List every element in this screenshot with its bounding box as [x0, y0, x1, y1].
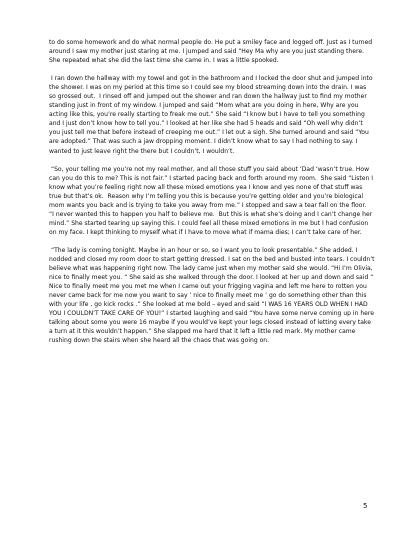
- document-body: [49, 38, 375, 354]
- paragraph-2: I ran down the hallway with my towel and got in the bathroom and I locked the door shut and jumped into the shower. I was on my period at this time so I could see my blood streaming down into the drain. I was so grossed out. I rinsed off and jumped out the shower and ran down the hallway just to find my mother standing just in front of my window. I jumped and said “Mom what are you doing in here, Why are you acting like this, you’re really starting to freak me out.” She said “I know but I have to tell you something and I just don’t know how to tell you.” I looked at her like she had 5 heads and said “Oh well why didn’t you just tell me that before instead of creeping me out.” I let out a sigh. She turned around and said “You are adopted.” That was such a jaw dropping moment. I didn’t know what to say I had nothing to say. I wanted to just leave right the there but I couldn’t, I wouldn’t.: [49, 75, 375, 155]
- paragraph-3: “So, your telling me you’re not my real mother, and all those stuff you said about ‘Dad ‘wasn’t true. How can you do this to me? This is not fair.” I started pacing back and forth around my room. She said “Listen I know what you’re feeling right now all these mixed emotions yea I know and yes none of that stuff was true but that’s ok. Reason why I’m telling you this is because you’re getting older and you’re biological mom wants you back and is trying to take you away from me.” I stopped and saw a tear fall on the floor. “I never wanted this to happen you half to believe me. But this is what she’s doing and I can’t change her mind.” She started tearing up saying this. I could feel all these mixed emotions in me but I had confusion on my face. I kept thinking to myself what if I have to move what if mama dies; I can’t take care of her.: [49, 165, 375, 236]
- paragraph-1: to do some homework and do what normal people do. He put a smiley face and logged off. Just as I turned around I saw my mother just staring at me. I jumped and said “Hey Ma why are you just standing there. She repeated what she did the last time she came in. I was a little spooked.: [49, 39, 375, 65]
- page-number: 5: [363, 502, 368, 510]
- paragraph-4: “The lady is coming tonight. Maybe in an hour or so, so I want you to look presentable.” She added. I nodded and closed my room door to start getting dressed. I sat on the bed and busted into tears. I couldn’t believe what was happening right now. The lady came just when my mother said she would. “Hi I’m Olivia, nice to finally meet you. “ She said as she walked through the door. I looked at her up and down and said “ Nice to finally meet me you met me when I came out your frigging vagina and left me here to rotten you never came back for me now you want to say ‘ nice to finally meet me ’ go do something other than this with your life , go kick rocks .” She looked at me bold – eyed and said “I WAS 16 YEARS OLD WHEN I HAD YOU I COULDN’T TAKE CARE OF YOU!” I started laughing and said “You have some nerve coming up in here talking about some you were 16 maybe if you would’ve kept your legs closed instead of letting every take a turn at it this wouldn’t happen.” She slapped me hard that it left a little red mark. My mother came rushing down the stairs when she heard all the chaos that was going on.: [49, 246, 377, 345]
